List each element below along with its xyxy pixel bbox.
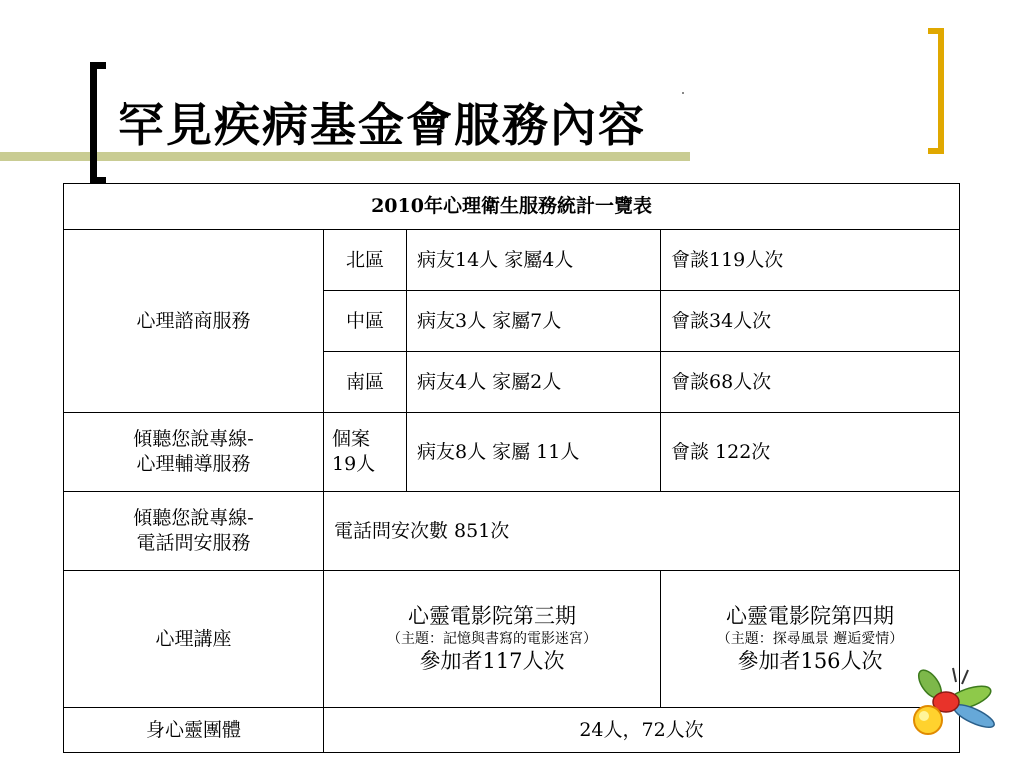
case-count-cell (324, 413, 407, 492)
sessions-cell: 會談 122次 (661, 413, 960, 492)
sessions-cell: 會談34人次 (661, 291, 960, 352)
group-label: 身心靈團體 (64, 708, 324, 753)
case-line: 19人 (332, 453, 376, 475)
table-header: 2010年心理衛生服務統計一覽表 (64, 184, 960, 230)
table-row (64, 413, 960, 492)
hotline-guidance-label (64, 413, 324, 492)
sessions-cell: 會談119人次 (661, 230, 960, 291)
case-line: 個案 (332, 428, 371, 451)
lecture-session-3 (324, 571, 661, 708)
slide-title: 罕見疾病基金會服務內容 (118, 98, 646, 152)
decorative-dot (682, 92, 684, 94)
label-line: 傾聽您說專線- (133, 428, 254, 451)
phone-count-cell: 電話問安次數 851次 (324, 492, 960, 571)
table-row (64, 492, 960, 571)
sessions-cell: 會談68人次 (661, 352, 960, 413)
group-value: 24人，72人次 (324, 708, 960, 753)
table-row (64, 708, 960, 753)
firefly-logo-icon (906, 662, 996, 742)
right-bracket-decoration (928, 28, 944, 154)
session-attendance: 參加者117人次 (419, 649, 565, 674)
session-theme: （主題：探尋風景 邂逅愛情） (716, 630, 904, 647)
table-row (64, 571, 960, 708)
people-cell: 病友3人 家屬7人 (407, 291, 661, 352)
table-row (64, 230, 960, 291)
lecture-label: 心理講座 (64, 571, 324, 708)
region-cell: 中區 (324, 291, 407, 352)
service-stats-table (63, 183, 960, 753)
hotline-phone-label (64, 492, 324, 571)
label-line: 電話問安服務 (136, 532, 251, 554)
counseling-label: 心理諮商服務 (64, 230, 324, 413)
session-title: 心靈電影院第四期 (726, 603, 894, 628)
people-cell: 病友14人 家屬4人 (407, 230, 661, 291)
table-header-row (64, 184, 960, 230)
session-title: 心靈電影院第三期 (408, 603, 576, 628)
region-cell: 北區 (324, 230, 407, 291)
people-cell: 病友4人 家屬2人 (407, 352, 661, 413)
label-line: 傾聽您說專線- (133, 507, 254, 530)
left-bracket-decoration (90, 62, 106, 184)
label-line: 心理輔導服務 (136, 453, 251, 475)
people-cell: 病友8人 家屬 11人 (407, 413, 661, 492)
session-theme: （主題：記憶與書寫的電影迷宮） (387, 630, 597, 647)
session-attendance: 參加者156人次 (737, 649, 883, 674)
region-cell: 南區 (324, 352, 407, 413)
